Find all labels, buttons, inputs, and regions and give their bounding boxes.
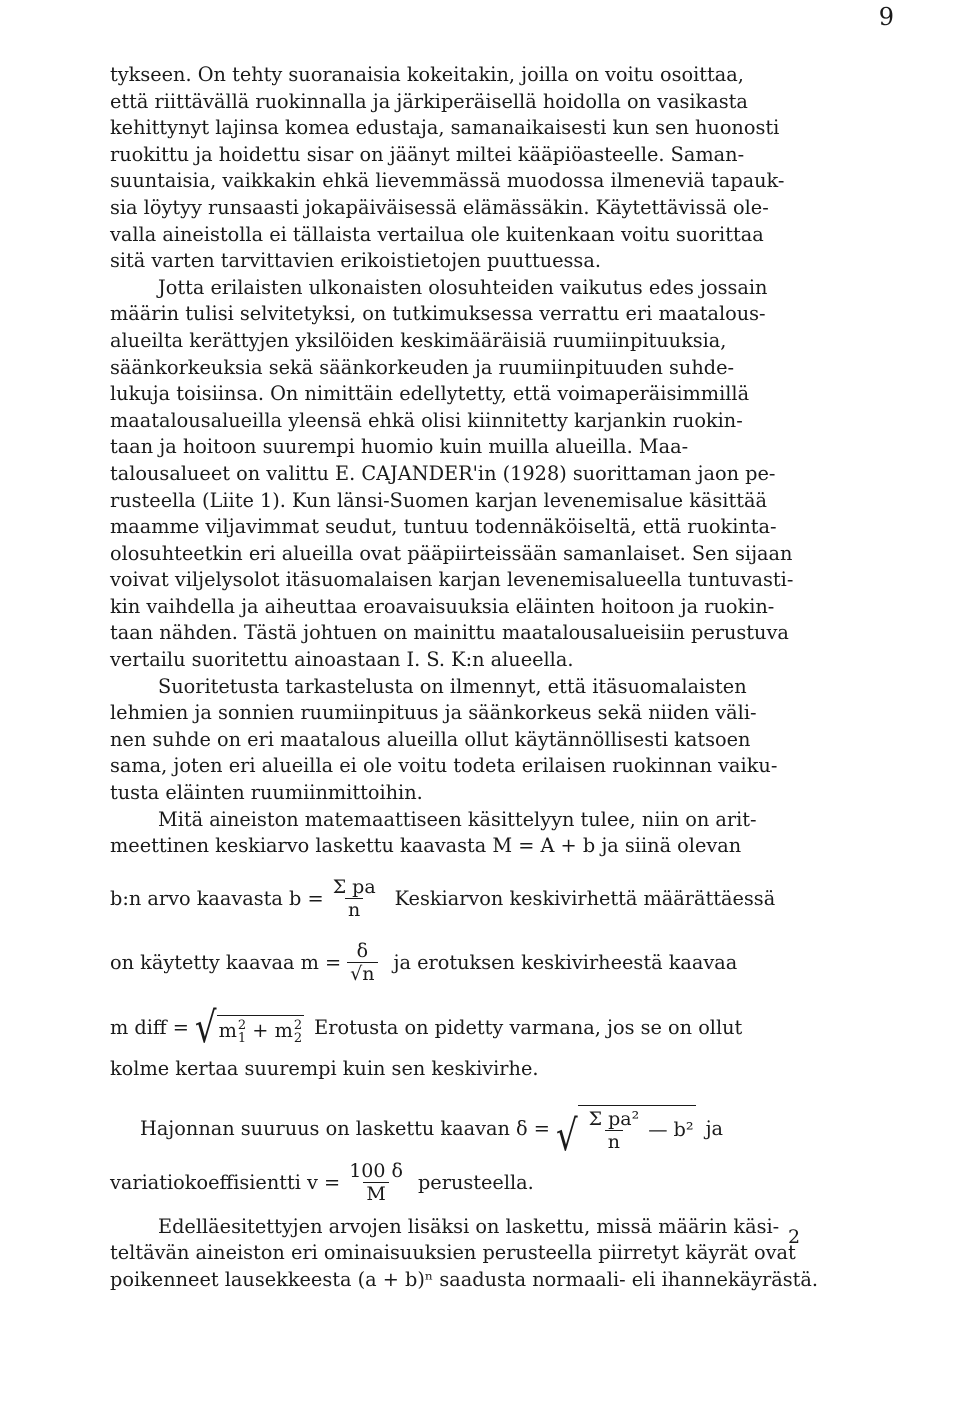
body-text — [110, 62, 819, 1294]
variable-m: m — [274, 1018, 293, 1042]
fraction — [346, 1160, 406, 1205]
text-line — [110, 1054, 814, 1084]
square-root — [555, 1105, 696, 1161]
formula-text: m diff = — [110, 1015, 189, 1039]
formula-text: ja erotuksen keskivirheestä kaavaa — [393, 950, 738, 974]
formula-deviation — [110, 1100, 814, 1161]
formula-text: kolme kertaa suurempi kuin sen keskivirhe. — [110, 1056, 539, 1080]
fraction — [347, 940, 377, 985]
sqrt-icon: √ — [194, 1002, 217, 1053]
formula-text: b:n arvo kaavasta b = — [110, 886, 324, 910]
text-line: Suoritetusta tarkastelusta on ilmennyt, että itäsuomalaisten — [158, 674, 747, 698]
plus-sign: + — [252, 1018, 269, 1042]
paragraph-1 — [110, 62, 814, 275]
paragraph-4 — [110, 807, 814, 860]
text-line: vertailu suoritettu ainoastaan I. S. K:n alueella. — [110, 648, 574, 672]
formula-text: Hajonnan suuruus on laskettu kaavan δ = — [140, 1116, 550, 1140]
formula-text: ja — [705, 1116, 724, 1140]
text-line: lukuja toisiinsa. On nimittäin edellytetty, että voimaperäisimmillä — [110, 382, 750, 406]
paragraph-3 — [110, 674, 814, 807]
fraction-numerator: Σ pa² — [588, 1107, 640, 1130]
fraction-denominator: n — [345, 898, 363, 921]
subscript: 1 — [237, 1030, 247, 1046]
formula-text: Keskiarvon keskivirhettä määrättäessä — [394, 886, 776, 910]
fraction-numerator: Σ pa — [332, 876, 376, 899]
formula-text: perusteella. — [417, 1170, 534, 1194]
text-line: alueilta kerättyjen yksilöiden keskimääräisiä ruumiinpituuksia, — [110, 328, 727, 352]
superscript: 2 — [237, 1017, 247, 1033]
text-line: kin vaihdella ja aiheuttaa eroavaisuuksia eläinten hoitoon ja ruokin- — [110, 594, 775, 618]
formula-text: on käytetty kaavaa m = — [110, 950, 342, 974]
text-line: maatalousalueilla yleensä ehkä olisi kiinnitetty karjankin ruokin- — [110, 408, 743, 432]
text-line: Jotta erilaisten ulkonaisten olosuhteiden vaikutus edes jossain — [158, 275, 768, 299]
formula-standard-error — [110, 932, 814, 994]
text-line: että riittävällä ruokinnalla ja järkiperäisellä hoidolla on vasikasta — [110, 89, 748, 113]
text-line: teltävän aineiston eri ominaisuuksien perusteella piirretyt käyrät ovat — [110, 1241, 796, 1265]
text-line: määrin tulisi selvitetyksi, on tutkimuksessa verrattu eri maatalous- — [110, 302, 766, 326]
text-line: taan ja hoitoon suurempi huomio kuin muilla alueilla. Maa- — [110, 435, 689, 459]
text-line: poikenneet lausekkeesta (a + b)ⁿ saadusta normaali- eli ihannekäyrästä. — [110, 1268, 819, 1291]
text-line: tykseen. On tehty suoranaisia kokeitakin, joilla on voitu osoittaa, — [110, 63, 744, 86]
text-line: säänkorkeuksia sekä säänkorkeuden ja ruumiinpituuden suhde- — [110, 355, 735, 379]
text-line: rusteella (Liite 1). Kun länsi-Suomen karjan levenemisalue käsittää — [110, 488, 767, 512]
b-squared: b² — [673, 1118, 694, 1142]
text-line: talousalueet on valittu E. CAJANDER'in (1928) suorittaman jaon pe- — [110, 461, 776, 485]
paragraph-2 — [110, 275, 814, 674]
fraction-denominator: n — [605, 1130, 623, 1153]
fraction — [586, 1108, 643, 1153]
sqrt-radicand — [578, 1105, 696, 1153]
square-root — [194, 1002, 304, 1053]
sqrt-icon: √ — [555, 1110, 578, 1161]
text-line: tusta eläinten ruumiinmittoihin. — [110, 781, 423, 805]
text-line: ruokittu ja hoidettu sisar on jäänyt miltei kääpiöasteelle. Saman- — [110, 142, 745, 166]
fraction-denominator: M — [363, 1182, 388, 1205]
formula-text: Erotusta on pidetty varmana, jos se on ollut — [314, 1015, 743, 1039]
text-line: lehmien ja sonnien ruumiinpituus ja säänkorkeus sekä niiden väli- — [110, 701, 757, 725]
formula-variation-coefficient — [110, 1160, 814, 1206]
superscript: 2 — [293, 1017, 303, 1033]
fraction-numerator: δ — [356, 940, 369, 963]
text-line: valla aineistolla ei tällaista vertailua ole kuitenkaan voitu suorittaa — [110, 222, 764, 246]
index — [238, 1019, 246, 1045]
subscript: 2 — [293, 1030, 303, 1046]
sqrt-radicand — [217, 1015, 305, 1045]
formula-diff-error — [110, 1002, 814, 1054]
fraction-numerator: 100 δ — [349, 1160, 403, 1183]
fraction-denominator — [347, 962, 377, 985]
sqrt-radicand: n — [362, 963, 375, 986]
text-line: olosuhteetkin eri alueilla ovat pääpiirteissään samanlaiset. Sen sijaan — [110, 541, 793, 565]
text-line: maamme viljavimmat seudut, tuntuu todennäköiseltä, että ruokinta- — [110, 515, 777, 539]
text-line: suuntaisia, vaikkakin ehkä lievemmässä muodossa ilmeneviä tapauk- — [110, 169, 785, 193]
minus-sign: — — [648, 1118, 668, 1142]
text-line: Mitä aineiston matemaattiseen käsittelyyn tulee, niin on arit- — [158, 807, 757, 831]
text-line: sia löytyy runsaasti jokapäiväisessä elämässäkin. Käytettävissä ole- — [110, 195, 769, 219]
text-line: taan nähden. Tästä johtuen on mainittu maatalousalueisiin perustuva — [110, 621, 789, 645]
sqrt-icon: √ — [350, 963, 363, 986]
variable-m: m — [218, 1018, 237, 1042]
signature-mark: 2 — [788, 1226, 801, 1248]
text-line: nen suhde on eri maatalous alueilla ollut käytännöllisesti katsoen — [110, 727, 751, 751]
text-line: kehittynyt lajinsa komea edustaja, samanaikaisesti kun sen huonosti — [110, 116, 780, 140]
text-line: meettinen keskiarvo laskettu kaavasta M = A + b ja siinä olevan — [110, 834, 742, 858]
text-line: sama, joten eri alueilla ei ole voitu todeta erilaisen ruokinnan vaiku- — [110, 754, 778, 778]
text-line: Edelläesitettyjen arvojen lisäksi on laskettu, missä määrin käsi- — [158, 1214, 780, 1238]
page-number: 9 — [878, 3, 894, 31]
formula-mean-b — [110, 870, 814, 928]
formula-text: variatiokoeffisientti v = — [110, 1170, 341, 1194]
text-line: voivat viljelysolot itäsuomalaisen karjan levenemisalueella tuntuvasti- — [110, 568, 794, 592]
index — [294, 1019, 302, 1045]
fraction — [330, 876, 379, 921]
text-line: sitä varten tarvittavien erikoistietojen puuttuessa. — [110, 249, 601, 273]
paragraph-5 — [110, 1214, 819, 1294]
